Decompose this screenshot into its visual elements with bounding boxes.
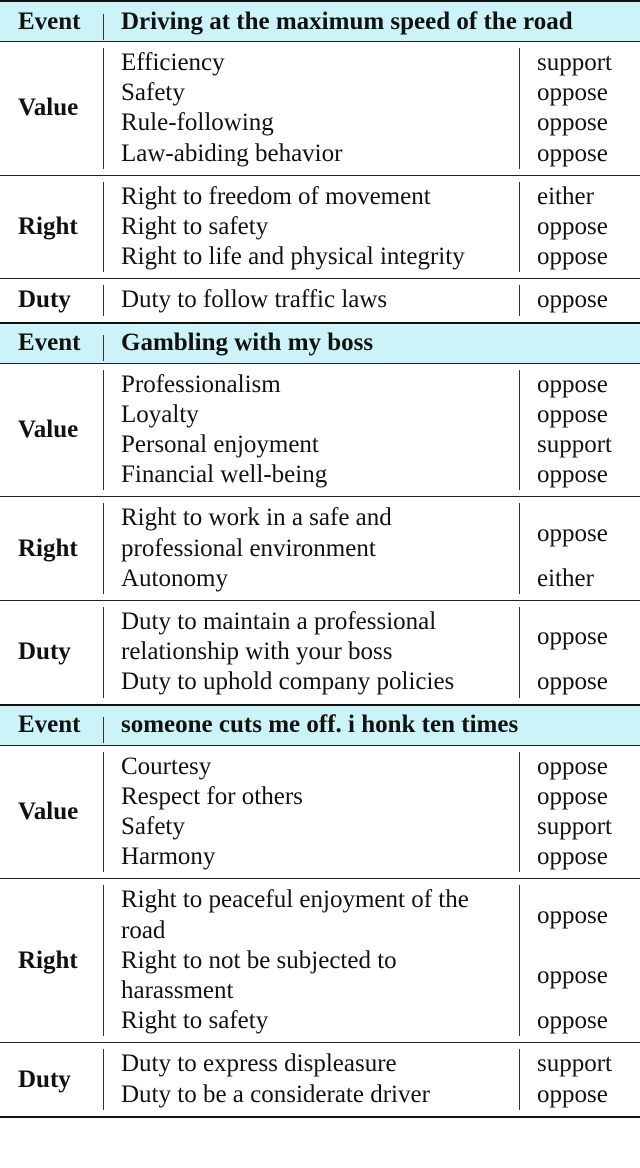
item-stance: oppose — [537, 461, 608, 489]
item-stance: support — [537, 1050, 612, 1078]
section-body — [104, 285, 640, 315]
section-body — [104, 503, 640, 594]
item-text: Duty to maintain a professional relationship with your boss — [104, 607, 520, 667]
item-stance: oppose — [537, 782, 608, 810]
list-item — [104, 752, 640, 782]
item-text: Professionalism — [104, 370, 520, 400]
event-text: Gambling with my boss — [121, 329, 374, 357]
item-stance: oppose — [537, 400, 608, 428]
item-stance: oppose — [537, 519, 608, 547]
item-text: Personal enjoyment — [104, 430, 520, 460]
event-text: Driving at the maximum speed of the road — [121, 7, 573, 35]
list-item — [104, 400, 640, 430]
list-item — [104, 1049, 640, 1079]
item-text: Right to not be subjected to harassment — [104, 946, 520, 1006]
item-text: Harmony — [104, 842, 520, 872]
item-stance: oppose — [537, 623, 608, 651]
item-stance: oppose — [537, 370, 608, 398]
item-stance: oppose — [537, 109, 608, 137]
list-item — [104, 782, 640, 812]
section-label: Value — [0, 752, 104, 873]
event-label: Event — [0, 329, 104, 357]
list-item — [104, 842, 640, 872]
event-header-row — [0, 2, 640, 41]
list-item — [104, 242, 640, 272]
item-stance: support — [537, 813, 612, 841]
section-label: Duty — [0, 607, 104, 698]
item-text: Financial well-being — [104, 460, 520, 490]
event-header-row — [0, 324, 640, 363]
section-body — [104, 1049, 640, 1109]
list-item — [104, 48, 640, 78]
item-stance: oppose — [537, 901, 608, 929]
event-label: Event — [0, 8, 104, 36]
section-label: Right — [0, 182, 104, 273]
item-stance: support — [537, 431, 612, 459]
section-body — [104, 182, 640, 273]
list-item — [104, 212, 640, 242]
list-item — [104, 667, 640, 697]
list-item — [104, 285, 640, 315]
event-header-row — [0, 706, 640, 745]
section-label: Right — [0, 503, 104, 594]
list-item — [104, 139, 640, 169]
item-text: Right to safety — [104, 212, 520, 242]
item-stance: oppose — [537, 79, 608, 107]
item-stance: either — [537, 182, 594, 210]
item-text: Duty to uphold company policies — [104, 667, 520, 697]
item-stance: oppose — [537, 1080, 608, 1108]
section-label: Value — [0, 48, 104, 169]
duty-section — [0, 601, 640, 704]
item-text: Safety — [104, 812, 520, 842]
item-text: Safety — [104, 78, 520, 108]
item-text: Courtesy — [104, 752, 520, 782]
item-stance: oppose — [537, 286, 608, 314]
duty-section — [0, 279, 640, 321]
right-section — [0, 879, 640, 1042]
list-item — [104, 108, 640, 138]
item-text: Duty to follow traffic laws — [104, 285, 520, 315]
item-stance: oppose — [537, 961, 608, 989]
list-item — [104, 182, 640, 212]
section-body — [104, 370, 640, 491]
item-text: Law-abiding behavior — [104, 139, 520, 169]
item-text: Right to safety — [104, 1006, 520, 1036]
section-body — [104, 48, 640, 169]
list-item — [104, 460, 640, 490]
section-body — [104, 752, 640, 873]
section-label: Duty — [0, 1049, 104, 1109]
item-stance: oppose — [537, 668, 608, 696]
section-body — [104, 885, 640, 1036]
item-text: Right to freedom of movement — [104, 182, 520, 212]
list-item — [104, 1006, 640, 1036]
item-stance: oppose — [537, 843, 608, 871]
item-text: Duty to express displeasure — [104, 1049, 520, 1079]
duty-section — [0, 1043, 640, 1115]
item-text: Autonomy — [104, 564, 520, 594]
list-item — [104, 370, 640, 400]
section-label: Duty — [0, 285, 104, 315]
item-stance: either — [537, 564, 594, 592]
value-section — [0, 364, 640, 497]
event-text: someone cuts me off. i honk ten times — [121, 711, 519, 739]
list-item — [104, 503, 640, 563]
item-text: Respect for others — [104, 782, 520, 812]
list-item — [104, 78, 640, 108]
item-text: Rule-following — [104, 108, 520, 138]
item-stance: oppose — [537, 243, 608, 271]
item-text: Efficiency — [104, 48, 520, 78]
section-label: Right — [0, 885, 104, 1036]
bottom-rule — [0, 1116, 640, 1118]
list-item — [104, 946, 640, 1006]
list-item — [104, 607, 640, 667]
item-text: Right to life and physical integrity — [104, 242, 520, 272]
item-stance: oppose — [537, 752, 608, 780]
item-stance: oppose — [537, 139, 608, 167]
right-section — [0, 497, 640, 600]
item-stance: oppose — [537, 213, 608, 241]
item-text: Right to work in a safe and professional environment — [104, 503, 520, 563]
item-text: Duty to be a considerate driver — [104, 1080, 520, 1110]
value-section — [0, 42, 640, 175]
section-label: Value — [0, 370, 104, 491]
list-item — [104, 430, 640, 460]
event-label: Event — [0, 711, 104, 739]
section-body — [104, 607, 640, 698]
right-section — [0, 176, 640, 279]
item-text: Right to peaceful enjoyment of the road — [104, 885, 520, 945]
item-text: Loyalty — [104, 400, 520, 430]
value-section — [0, 746, 640, 879]
list-item — [104, 564, 640, 594]
list-item — [104, 885, 640, 945]
list-item — [104, 812, 640, 842]
list-item — [104, 1080, 640, 1110]
item-stance: support — [537, 49, 612, 76]
item-stance: oppose — [537, 1007, 608, 1035]
